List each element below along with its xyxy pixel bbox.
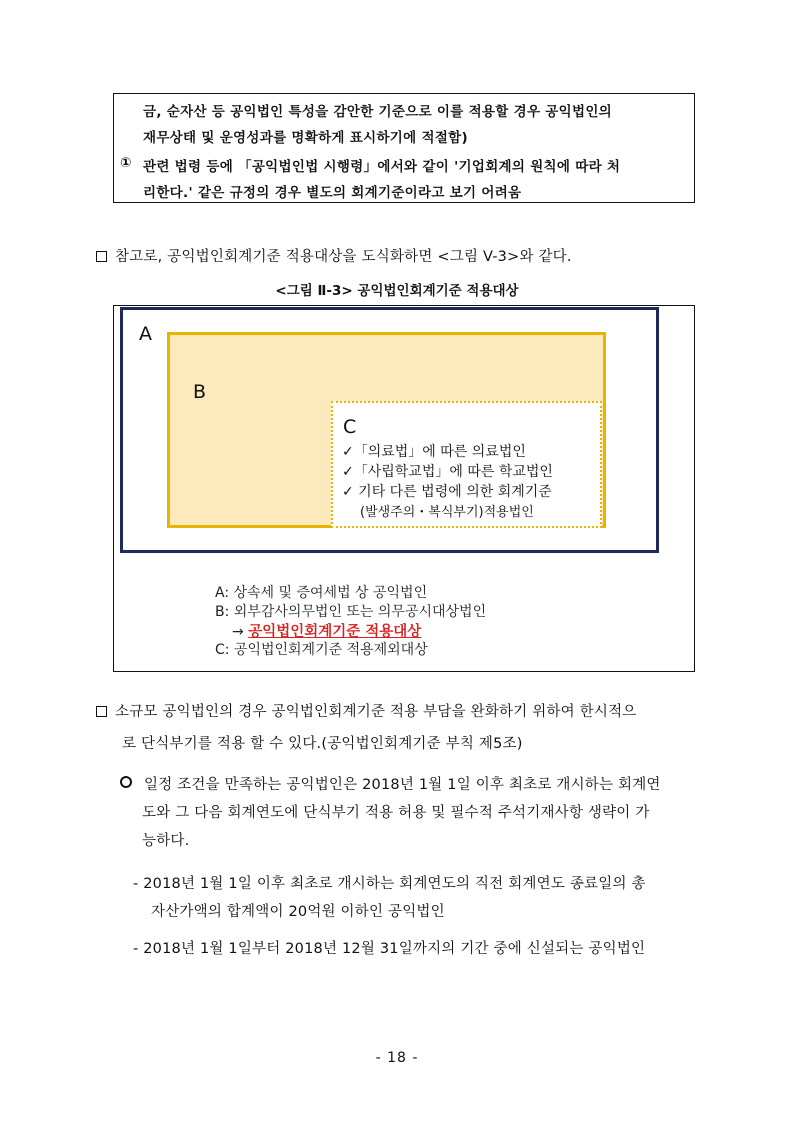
note-line-4: 리한다.' 같은 규정의 경우 별도의 회계기준이라고 보기 어려움 bbox=[143, 185, 522, 201]
legend-c: C: 공익법인회계기준 적용제외대상 bbox=[215, 642, 428, 658]
note-line-2: 재무상태 및 운영성과를 명확하게 표시하기에 적절함) bbox=[143, 130, 468, 146]
dash-item-1-line-1: - 2018년 1월 1일 이후 최초로 개시하는 회계연도의 직전 회계연도 종료일의 총 bbox=[133, 876, 646, 892]
region-c-label: C bbox=[343, 416, 357, 438]
paragraph-small-entity bbox=[96, 700, 637, 721]
paragraph-small-entity-line-2: 로 단식부기를 적용 할 수 있다.(공익법인회계기준 부칙 제5조) bbox=[122, 736, 523, 752]
note-line-1: 금, 순자산 등 공익법인 특성을 감안한 기준으로 이를 적용할 경우 공익법인의 bbox=[143, 104, 612, 120]
region-c-item-school: ✓「사립학교법」에 따른 학교법인 bbox=[342, 464, 553, 480]
legend-target bbox=[232, 620, 421, 641]
page-number: - 18 - bbox=[375, 1050, 419, 1066]
bullet-conditions-line-3: 능하다. bbox=[142, 833, 190, 849]
note-line-3: 관련 법령 등에 「공익법인법 시행령」에서와 같이 '기업회계의 원칙에 따라 처 bbox=[143, 159, 621, 175]
checkbox-square-icon bbox=[96, 706, 107, 717]
legend-a: A: 상속세 및 증여세법 상 공익법인 bbox=[215, 585, 428, 601]
bullet-conditions bbox=[120, 773, 661, 794]
circle-bullet-icon bbox=[120, 776, 132, 788]
paragraph-small-entity-line-1: 소규모 공익법인의 경우 공익법인회계기준 적용 부담을 완화하기 위하여 한시적으 bbox=[115, 704, 637, 720]
dash-item-1-line-2: 자산가액의 합계액이 20억원 이하인 공익법인 bbox=[151, 904, 445, 920]
figure-title: <그림 Ⅱ-3> 공익법인회계기준 적용대상 bbox=[275, 283, 519, 299]
checkbox-square-icon bbox=[96, 251, 107, 262]
legend-b: B: 외부감사의무법인 또는 의무공시대상법인 bbox=[215, 604, 487, 620]
arrow-icon: → bbox=[232, 624, 244, 640]
legend-target-text: 공익법인회계기준 적용대상 bbox=[248, 624, 422, 640]
bullet-conditions-line-2: 도와 그 다음 회계연도에 단식부기 적용 허용 및 필수적 주석기재사항 생략이 가 bbox=[142, 805, 650, 821]
region-c-item-sub: (발생주의・복식부기)적용법인 bbox=[360, 505, 534, 520]
paragraph-reference-text: 참고로, 공익법인회계기준 적용대상을 도식화하면 <그림 V-3>와 같다. bbox=[115, 249, 572, 265]
region-b-label: B bbox=[193, 381, 207, 403]
paragraph-reference bbox=[96, 245, 572, 266]
note-marker: ① bbox=[120, 155, 132, 171]
region-c-item-medical: ✓「의료법」에 따른 의료법인 bbox=[342, 444, 526, 460]
bullet-conditions-line-1: 일정 조건을 만족하는 공익법인은 2018년 1월 1일 이후 최초로 개시하는 회계연 bbox=[144, 777, 661, 793]
dash-item-2: - 2018년 1월 1일부터 2018년 12월 31일까지의 기간 중에 신설되는 공익법인 bbox=[133, 941, 646, 957]
region-c-item-other: ✓ 기타 다른 법령에 의한 회계기준 bbox=[342, 484, 552, 500]
region-a-label: A bbox=[139, 323, 152, 345]
